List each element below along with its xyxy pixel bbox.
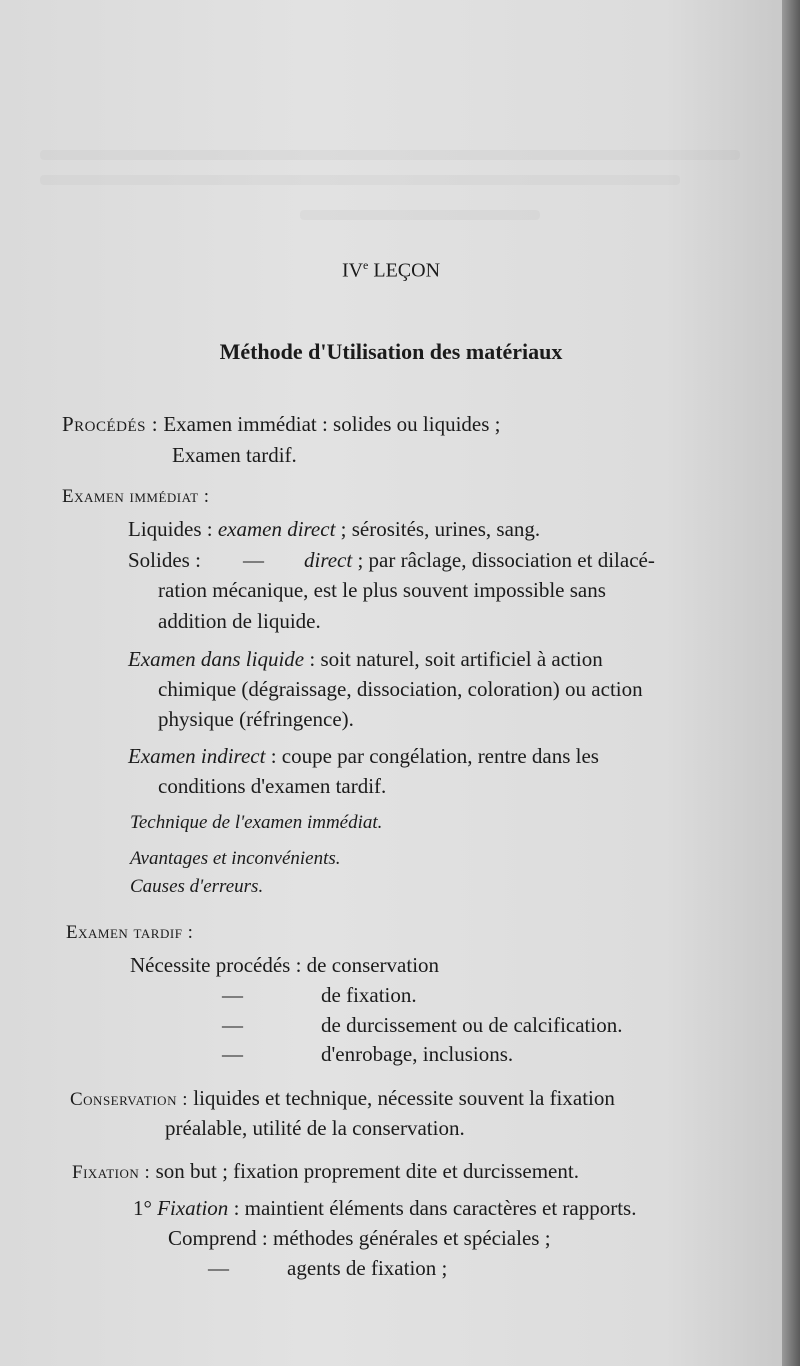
procedes-text1: Examen immédiat : solides ou liquides ; bbox=[163, 412, 501, 436]
bleed-through bbox=[300, 210, 540, 220]
fixation-rest: : maintient éléments dans caractères et rapports. bbox=[228, 1196, 637, 1220]
liquides-label: Liquides : bbox=[128, 517, 218, 541]
liquide-line1 bbox=[128, 647, 603, 672]
indirect-line1 bbox=[128, 744, 599, 769]
liquide-line2: chimique (dégraissage, dissociation, coloration) ou action bbox=[158, 677, 643, 701]
solides-line2: ration mécanique, est le plus souvent impossible sans bbox=[158, 578, 606, 602]
solides-line3: addition de liquide. bbox=[158, 609, 321, 633]
indirect-em: Examen indirect bbox=[128, 744, 266, 768]
indirect-line2: conditions d'examen tardif. bbox=[158, 774, 387, 798]
procedes-label: Procédés : bbox=[62, 412, 159, 436]
lecon-word: LEÇON bbox=[373, 259, 441, 282]
technique-line: Technique de l'examen immédiat. bbox=[130, 812, 383, 833]
tardif-dash2: — bbox=[222, 983, 243, 1007]
solides-label: Solides : bbox=[128, 548, 201, 572]
solides-em: direct bbox=[304, 548, 353, 572]
conservation-text1: liquides et technique, nécessite souvent la fixation bbox=[193, 1086, 615, 1110]
bleed-through bbox=[40, 175, 680, 185]
page-edge-shadow bbox=[782, 0, 800, 1366]
tardif-line4: d'enrobage, inclusions. bbox=[321, 1042, 514, 1066]
lecon-number: IV bbox=[341, 259, 364, 282]
indirect-rest: : coupe par congélation, rentre dans les bbox=[265, 744, 599, 768]
examen-immediat-label: Examen immédiat : bbox=[62, 486, 210, 507]
page-title: Méthode d'Utilisation des matériaux bbox=[219, 339, 563, 364]
conservation-line2: préalable, utilité de la conservation. bbox=[165, 1116, 465, 1140]
liquide-line3: physique (réfringence). bbox=[158, 707, 354, 731]
conservation-line1 bbox=[70, 1086, 615, 1111]
procedes-line2: Examen tardif. bbox=[172, 443, 297, 467]
liquides-line bbox=[128, 517, 540, 542]
lecon-sup: e bbox=[363, 258, 369, 272]
fixation-num: 1° bbox=[133, 1196, 152, 1220]
fixation-line2: Comprend : méthodes générales et spéciales ; bbox=[168, 1226, 551, 1250]
fixation-label: Fixation : bbox=[72, 1162, 151, 1183]
solides-rest: ; par râclage, dissociation et dilacé- bbox=[352, 548, 655, 572]
examen-tardif-label: Examen tardif : bbox=[66, 922, 194, 943]
liquides-rest: ; sérosités, urines, sang. bbox=[335, 517, 541, 541]
solides-line bbox=[128, 548, 201, 573]
causes-line: Causes d'erreurs. bbox=[130, 876, 264, 897]
fixation-line1 bbox=[72, 1159, 579, 1184]
liquide-rest: : soit naturel, soit artificiel à action bbox=[304, 647, 603, 671]
tardif-line3: de durcissement ou de calcification. bbox=[321, 1013, 623, 1037]
solides-dash: — bbox=[243, 548, 264, 572]
tardif-dash3: — bbox=[222, 1013, 243, 1037]
conservation-label: Conservation : bbox=[70, 1089, 188, 1110]
lecon-heading bbox=[0, 258, 782, 283]
fixation-em: Fixation bbox=[157, 1196, 229, 1220]
solides-text bbox=[304, 548, 655, 573]
fixation-text1: son but ; fixation proprement dite et durcissement. bbox=[155, 1159, 579, 1183]
fixation-dash: — bbox=[208, 1256, 229, 1280]
tardif-dash4: — bbox=[222, 1042, 243, 1066]
avantages-line: Avantages et inconvénients. bbox=[130, 848, 341, 869]
tardif-line2: de fixation. bbox=[321, 983, 417, 1007]
liquide-em: Examen dans liquide bbox=[128, 647, 305, 671]
procedes-line1 bbox=[62, 412, 500, 437]
fixation-item1 bbox=[133, 1196, 636, 1221]
tardif-line1: Nécessite procédés : de conservation bbox=[130, 953, 440, 977]
fixation-line3: agents de fixation ; bbox=[287, 1256, 448, 1280]
bleed-through bbox=[40, 150, 740, 160]
liquides-em: examen direct bbox=[217, 517, 336, 541]
